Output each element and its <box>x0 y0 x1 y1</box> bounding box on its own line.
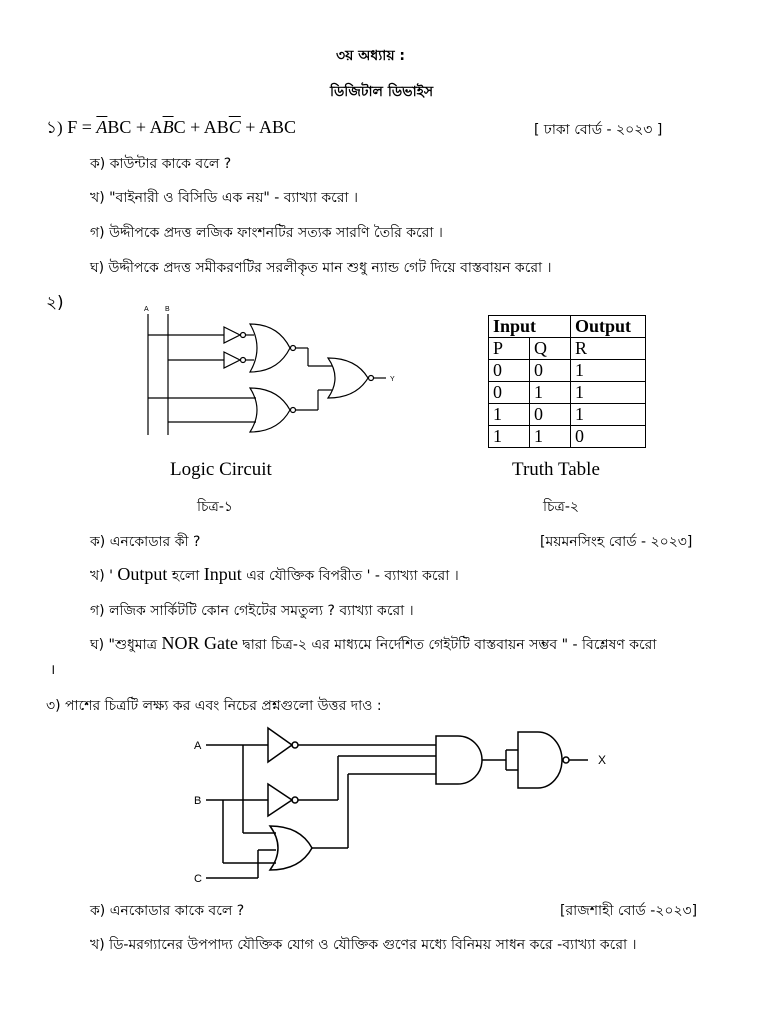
cell: 0 <box>530 360 571 382</box>
caption-logic-circuit: Logic Circuit <box>170 459 272 480</box>
plus-2: + <box>185 117 204 137</box>
logic-circuit-diagram <box>138 300 408 450</box>
and-gate <box>436 736 482 784</box>
q2-board: [ময়মনসিংহ বোর্ড - ২০২৩] <box>540 534 693 550</box>
text-part: হলো <box>167 568 204 584</box>
q1-formula-line <box>46 115 296 143</box>
term2-a: A <box>149 117 163 137</box>
caption-truth-table: Truth Table <box>512 459 600 480</box>
term2-bar: $\overline{B}$ <box>162 117 174 137</box>
output-x-label: X <box>598 753 607 767</box>
table-row <box>489 382 646 404</box>
cell: 0 <box>571 426 646 448</box>
term1-bar: $\overline{A}$ <box>96 117 108 137</box>
q1-number: ১) <box>46 118 63 137</box>
cell: 1 <box>489 404 530 426</box>
term4: ABC <box>258 117 296 137</box>
figure-1-label: চিত্র-১ <box>197 499 233 515</box>
input-a-label: A <box>144 306 149 313</box>
q3-board: [রাজশাহী বোর্ড -২০২৩] <box>560 903 698 919</box>
cell: 1 <box>571 360 646 382</box>
q3-intro: ৩) পাশের চিত্রটি লক্ষ্য কর এবং নিচের প্রশ্নগুলো উত্তর দাও : <box>46 698 382 714</box>
or-gate-3 <box>328 358 368 398</box>
q1-item-kha: খ) "বাইনারী ও বিসিডি এক নয়" - ব্যাখ্যা করো । <box>90 190 359 206</box>
logic-circuit-diagram-2 <box>188 718 618 888</box>
table-row <box>489 404 646 426</box>
text-part: Output <box>117 564 168 584</box>
or-gate-1 <box>250 324 290 372</box>
q2-item-kha <box>90 564 459 588</box>
nand-gate <box>518 732 562 788</box>
q2-item-gha <box>90 633 656 657</box>
or-gate-c <box>270 826 312 870</box>
cell: 1 <box>571 382 646 404</box>
or-gate-2 <box>250 388 290 432</box>
q1-item-gha: ঘ) উদ্দীপকে প্রদত্ত সমীকরণটির সরলীকৃত মান শুধু ন্যান্ড গেট দিয়ে বাস্তবায়ন করো । <box>90 260 552 276</box>
q2-item-ka: ক) এনকোডার কী ? <box>90 534 201 550</box>
text-part: NOR Gate <box>161 633 238 653</box>
term2-rest: C <box>173 117 186 137</box>
q1-item-ga: গ) উদ্দীপকে প্রদত্ত লজিক ফাংশনটির সত্যক সারণি তৈরি করো । <box>90 225 443 241</box>
truth-table <box>488 315 646 448</box>
header-input: Input <box>489 316 571 338</box>
not-gate-b <box>268 784 292 816</box>
page-title: ডিজিটাল ডিভাইস <box>330 84 434 100</box>
output-y-label: Y <box>390 376 395 383</box>
cell: 1 <box>530 382 571 404</box>
input-b-label: B <box>165 306 170 313</box>
cell: 0 <box>530 404 571 426</box>
plus-3: + <box>240 117 259 137</box>
input-c-label: C <box>194 873 202 885</box>
q2-item-gha-end: । <box>50 662 56 678</box>
text-part: দ্বারা চিত্র-২ এর মাধ্যমে নির্দেশিত গেইটটি বাস্তবায়ন সম্ভব " - বিশ্লেষণ করো <box>237 637 657 653</box>
cell: 1 <box>530 426 571 448</box>
q1-board: [ ঢাকা বোর্ড - ২০২৩ ] <box>534 122 663 138</box>
subheader-p: P <box>489 338 530 360</box>
table-row <box>489 360 646 382</box>
q3-item-kha: খ) ডি-মরগ্যানের উপপাদ্য যৌক্তিক যোগ ও যৌক্তিক গুণের মধ্যে বিনিময় সাধন করে -ব্যাখ্যা করো । <box>90 937 637 953</box>
q2-number: ২) <box>46 293 64 313</box>
q1-item-ka: ক) কাউন্টার কাকে বলে ? <box>90 156 232 172</box>
figure-2-label: চিত্র-২ <box>543 499 580 515</box>
text-part: এর যৌক্তিক বিপরীত ' - ব্যাখ্যা করো । <box>241 568 459 584</box>
subheader-q: Q <box>530 338 571 360</box>
q2-item-ga: গ) লজিক সার্কিটটি কোন গেইটের সমতুল্য ? ব্যাখ্যা করো । <box>90 603 414 619</box>
table-row <box>489 426 646 448</box>
text-part: খ) ' <box>90 568 118 584</box>
term3-ab: AB <box>203 117 229 137</box>
not-gate-2 <box>224 352 240 368</box>
cell: 0 <box>489 382 530 404</box>
q3-item-ka: ক) এনকোডার কাকে বলে ? <box>90 903 245 919</box>
text-part: ঘ) "শুধুমাত্র <box>90 637 162 653</box>
cell: 1 <box>489 426 530 448</box>
header-output: Output <box>571 316 646 338</box>
cell: 1 <box>571 404 646 426</box>
term1-rest: BC <box>107 117 132 137</box>
formula-prefix: F = <box>67 117 97 137</box>
term3-bar: $\overline{C}$ <box>228 117 241 137</box>
not-gate-1 <box>224 327 240 343</box>
text-part: Input <box>203 564 242 584</box>
subheader-r: R <box>571 338 646 360</box>
input-b-label: B <box>194 795 202 807</box>
chapter-label: ৩য় অধ্যায় : <box>336 48 406 64</box>
input-a-label: A <box>194 740 202 752</box>
not-gate-a <box>268 728 292 762</box>
cell: 0 <box>489 360 530 382</box>
plus-1: + <box>131 117 150 137</box>
